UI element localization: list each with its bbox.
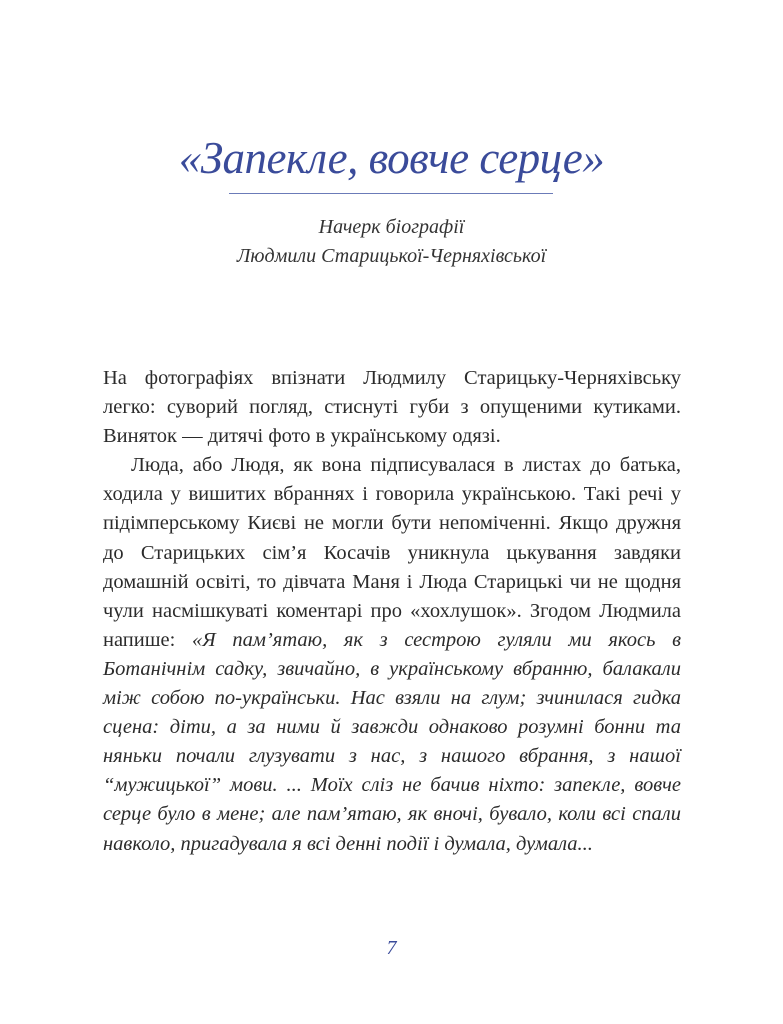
paragraph-2 — [103, 451, 681, 858]
paragraph-2-quote: «Я пам’ятаю, як з сестрою гуляли ми якось в Ботанічнім садку, звичайно, в українському вбранню, балакали між собою по-українськи. Нас взяли на глум; зчинилася гидка сцена: діти, а за ними й завжди однаково розумні бонни та няньки почали глузувати з нас, з нашого вбрання, з нашої “мужицької” мови. ... Моїх сліз не бачив ніхто: запекле, вовче серце було в мене; але пам’ятаю, як вночі, бувало, коли всі спали навколо, пригадувала я всі денні події і думала, думала... — [103, 628, 681, 855]
body-text — [103, 364, 681, 859]
chapter-title: «Запекле, вовче серце» — [178, 133, 605, 183]
subtitle-line-1: Начерк біографії — [318, 216, 465, 238]
paragraph-2-text: Люда, або Людя, як вона підписувалася в листах до батька, ходила у вишитих вбраннях і говорила українською. Такі речі у підімперському Києві не могли бути непоміченні. Якщо дружня до Старицьких сім’я Косачів уникнула цькування завдяки домашній освіті, то дівчата Маня і Люда Старицькі чи не щодня чули насмішкуваті коментарі про «хохлушок». Згодом Людмила напише: — [103, 454, 681, 651]
paragraph-1: На фотографіях впізнати Людмилу Старицьку-Черняхівську легко: суворий погляд, стиснуті губи з опущеними кутиками. Виняток — дитячі фото в українському одязі. — [103, 367, 681, 448]
chapter-subtitle — [0, 213, 783, 271]
subtitle-line-2: Людмили Старицької-Черняхівської — [236, 245, 547, 267]
title-divider — [229, 193, 553, 194]
page-number: 7 — [386, 937, 397, 959]
